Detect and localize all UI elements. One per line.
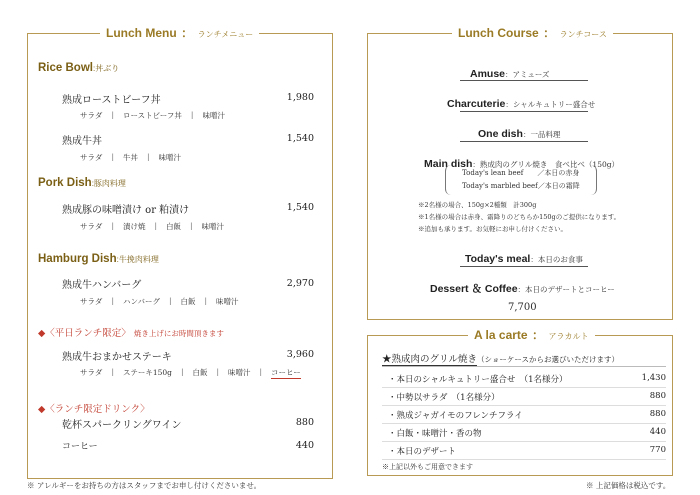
allergy-footnote: ※ アレルギーをお持ちの方はスタッフまでお申し付けくださいませ。 (27, 481, 262, 490)
menu-item-name: 熟成ローストビーフ丼 (62, 95, 161, 106)
course-divider (460, 80, 588, 81)
course-amuse: Amuse：アミューズ (470, 68, 550, 80)
pork-dish-heading: Pork Dish:豚肉料理 (38, 177, 126, 189)
menu-item-price: 1,980 (286, 92, 314, 103)
course-dessert: Dessert ＆ Coffee：本日のデザートとコーヒー (430, 283, 615, 295)
main-dish-note: ※1名様の場合は赤身、霜降りのどちらか150gのご提供になります。 (418, 213, 621, 221)
tax-footnote: ※ 上記価格は税込です。 (586, 481, 671, 490)
course-divider (460, 141, 588, 142)
course-charcuterie: Charcuterie：シャルキュトリー盛合せ (447, 98, 596, 110)
main-dish-options: Today's lean beef ／本日の赤身 Today's marbled beef／本日の霜降 (445, 165, 597, 195)
drink-item-price: 440 (295, 440, 314, 451)
menu-item-price: 2,970 (286, 278, 314, 289)
main-dish-note: ※2名様の場合、150g×2種類 計300g (418, 201, 537, 209)
lunch-menu-title: Lunch Menu ： ランチメニュー (100, 24, 259, 42)
menu-item-price: 1,540 (286, 202, 314, 213)
main-dish-note: ※追加も承ります。お気軽にお申し付けください。 (418, 225, 567, 233)
drink-item-price: 880 (295, 417, 314, 428)
course-divider (460, 266, 588, 267)
drink-item-name: コーヒー (62, 442, 98, 452)
menu-item-name: 熟成牛おまかせステーキ (62, 352, 172, 363)
menu-item-sides: サラダ | ローストビーフ丼 | 味噌汁 (80, 110, 225, 120)
a-la-carte-row: ・本日のデザート 770 (382, 442, 666, 460)
menu-item-name: 熟成牛ハンバーグ (62, 280, 142, 291)
menu-item-name: 熟成豚の味噌漬け or 粕漬け (62, 205, 190, 216)
menu-item-name: 熟成牛丼 (62, 136, 102, 147)
drink-limited-heading: ◆〈ランチ限定ドリンク〉 (38, 404, 150, 415)
a-la-carte-row: ・中勢以サラダ （1名様分） 880 (382, 388, 666, 406)
menu-item-price: 1,540 (286, 133, 314, 144)
course-todays-meal: Today's meal：本日のお食事 (465, 253, 583, 265)
weekday-limited-heading: ◆〈平日ランチ限定〉 焼き上げにお時間頂きます (38, 328, 224, 339)
menu-item-price: 3,960 (286, 349, 314, 360)
course-one-dish: One dish：一品料理 (478, 128, 561, 140)
a-la-carte-title: A la carte ： アラカルト (468, 326, 595, 344)
course-divider (460, 111, 588, 112)
menu-item-sides: サラダ | ステーキ150g | 白飯 | 味噌汁 | コーヒー (80, 367, 301, 377)
menu-item-sides: サラダ | 漬け焼 | 白飯 | 味噌汁 (80, 221, 225, 231)
a-la-carte-row: ・熟成ジャガイモのフレンチフライ 880 (382, 406, 666, 424)
course-price: 7,700 (508, 302, 537, 313)
a-la-carte-row: ・白飯・味噌汁・香の物 440 (382, 424, 666, 442)
menu-item-sides: サラダ | ハンバーグ | 白飯 | 味噌汁 (80, 296, 239, 306)
drink-item-name: 乾杯スパークリングワイン (62, 420, 182, 431)
lunch-course-title: Lunch Course ： ランチコース (452, 24, 613, 42)
menu-item-sides: サラダ | 牛丼 | 味噌汁 (80, 152, 181, 162)
a-la-carte-row: ・本日のシャルキュトリー盛合せ （1名様分） 1,430 (382, 370, 666, 388)
a-la-carte-note: ※上記以外もご用意できます (382, 463, 473, 471)
a-la-carte-heading: ★熟成肉のグリル焼き（ショーケースからお選びいただけます） (382, 354, 619, 365)
course-main-dish: Main dish：熟成肉のグリル焼き 食べ比べ（150g） (424, 158, 620, 170)
hamburg-dish-heading: Hamburg Dish:牛挽肉料理 (38, 253, 159, 265)
rice-bowl-heading: Rice Bowl:丼ぶり (38, 62, 120, 74)
a-la-carte-divider (382, 366, 666, 367)
